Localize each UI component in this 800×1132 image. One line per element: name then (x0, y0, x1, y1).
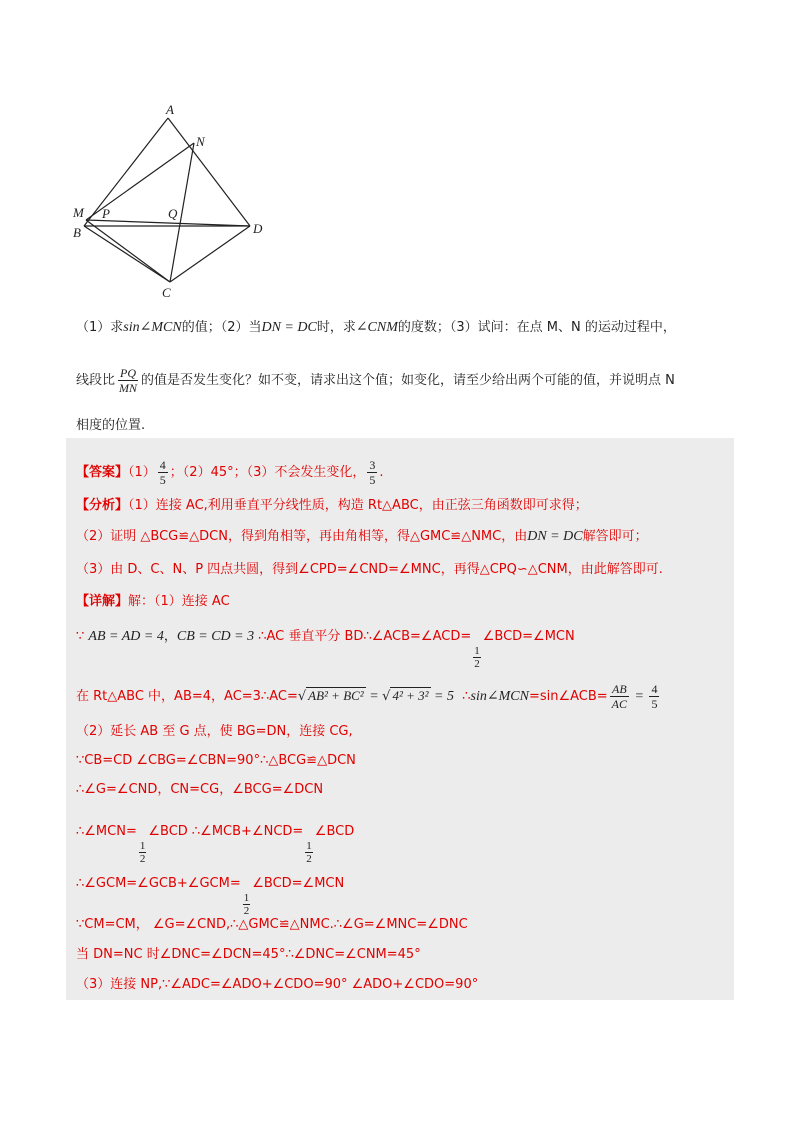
detail-step-8: ∵CM=CM， ∠G=∠CND,∴△GMC≌△NMC.∴∠G=∠MNC=∠DNC (76, 917, 468, 932)
answer-fraction-1: $\frac{4}{5}$ (159, 458, 166, 487)
detail-step-4: ∵CB=CD ∠CBG=∠CBN=90°∴△BCG≌△DCN (76, 753, 356, 768)
segment-AB (84, 118, 168, 226)
detail-step-10: （3）连接 NP,∵∠ADC=∠ADO+∠CDO=90° ∠ADO+∠CDO=90° (76, 977, 479, 992)
label-P: P (102, 206, 110, 221)
segment-BC (84, 226, 170, 282)
detail-step-3: （2）延长 AB 至 G 点，使 BG=DN，连接 CG, (76, 724, 353, 739)
half-fraction: $\frac{1}{2}$ (474, 645, 480, 670)
fraction-pq-mn: $\frac{PQ}{MN}$ (119, 366, 138, 395)
label-B: B (73, 225, 81, 240)
label-M: M (73, 205, 84, 220)
detail-step-5: ∴∠G=∠CND，CN=CG，∠BCG=∠DCN (76, 782, 324, 797)
question-line-3: 相度的位置. (76, 418, 146, 433)
label-N: N (196, 134, 205, 149)
ab-over-ac: $\frac{AB}{AC}$ (611, 682, 628, 711)
analysis-line-2: （2）证明 △BCG≌△DCN，得到角相等，再由角相等，得△GMC≌△NMC，由DN = DC解答即可； (76, 529, 648, 544)
segment-MC (86, 220, 170, 282)
question-line-2: 线段比 $\frac{PQ}{MN}$ 的值是否发生变化？如不变，请求出这个值；如变化，请至少给出两个可能的值，并说明点 N (76, 366, 675, 395)
label-A: A (166, 102, 174, 117)
geometry-figure (70, 98, 280, 303)
segment-AD (168, 118, 250, 226)
label-Q: Q (168, 206, 178, 221)
detail-step-7: ∴∠GCM=∠GCB+∠GCM= $\frac{1}{2}$ ∠BCD=∠MCN (76, 876, 345, 917)
detail-step-2: 在 Rt△ABC 中，AB=4，AC=3∴AC=√ AB² + BC² = √ 4² + 3² = 5 ∴sin∠MCN=sin∠ACB= $\frac{AB}{AC}$ = $\frac{4}{5}$ (76, 682, 658, 711)
label-C: C (162, 285, 171, 300)
geometry-diagram (70, 98, 280, 303)
label-D: D (253, 221, 263, 236)
answer-fraction-2: $\frac{3}{5}$ (369, 458, 376, 487)
detail-step-6: ∴∠MCN= $\frac{1}{2}$ ∠BCD ∴∠MCB+∠NCD= $\frac{1}{2}$ ∠BCD (76, 824, 355, 865)
answer-line: 【答案】（1） $\frac{4}{5}$ ；（2）45°；（3）不会发生变化， $\frac{3}{5}$ . (76, 458, 384, 487)
analysis-line-3: （3）由 D、C、N、P 四点共圆，得到∠CPD=∠CND=∠MNC，再得△CPQ∽△CNM，由此解答即可. (76, 562, 663, 577)
detail-step-9: 当 DN=NC 时∠DNC=∠DCN=45°∴∠DNC=∠CNM=45° (76, 947, 421, 962)
four-fifths: $\frac{4}{5}$ (651, 682, 658, 711)
detail-intro: 【详解】解：（1）连接 AC (76, 594, 230, 609)
analysis-line-1: 【分析】（1）连接 AC,利用垂直平分线性质，构造 Rt△ABC，由正弦三角函数即可求得； (76, 498, 588, 513)
segment-DC (170, 226, 250, 282)
detail-step-1: ∵ AB = AD = 4，CB = CD = 3 ∴AC 垂直平分 BD∴∠ACB=∠ACD= $\frac{1}{2}$ ∠BCD=∠MCN (76, 629, 575, 670)
question-line-1: （1）求sin∠MCN的值；（2）当DN = DC时，求∠CNM的度数；（3）试问：在点 M、N 的运动过程中， (76, 320, 676, 335)
